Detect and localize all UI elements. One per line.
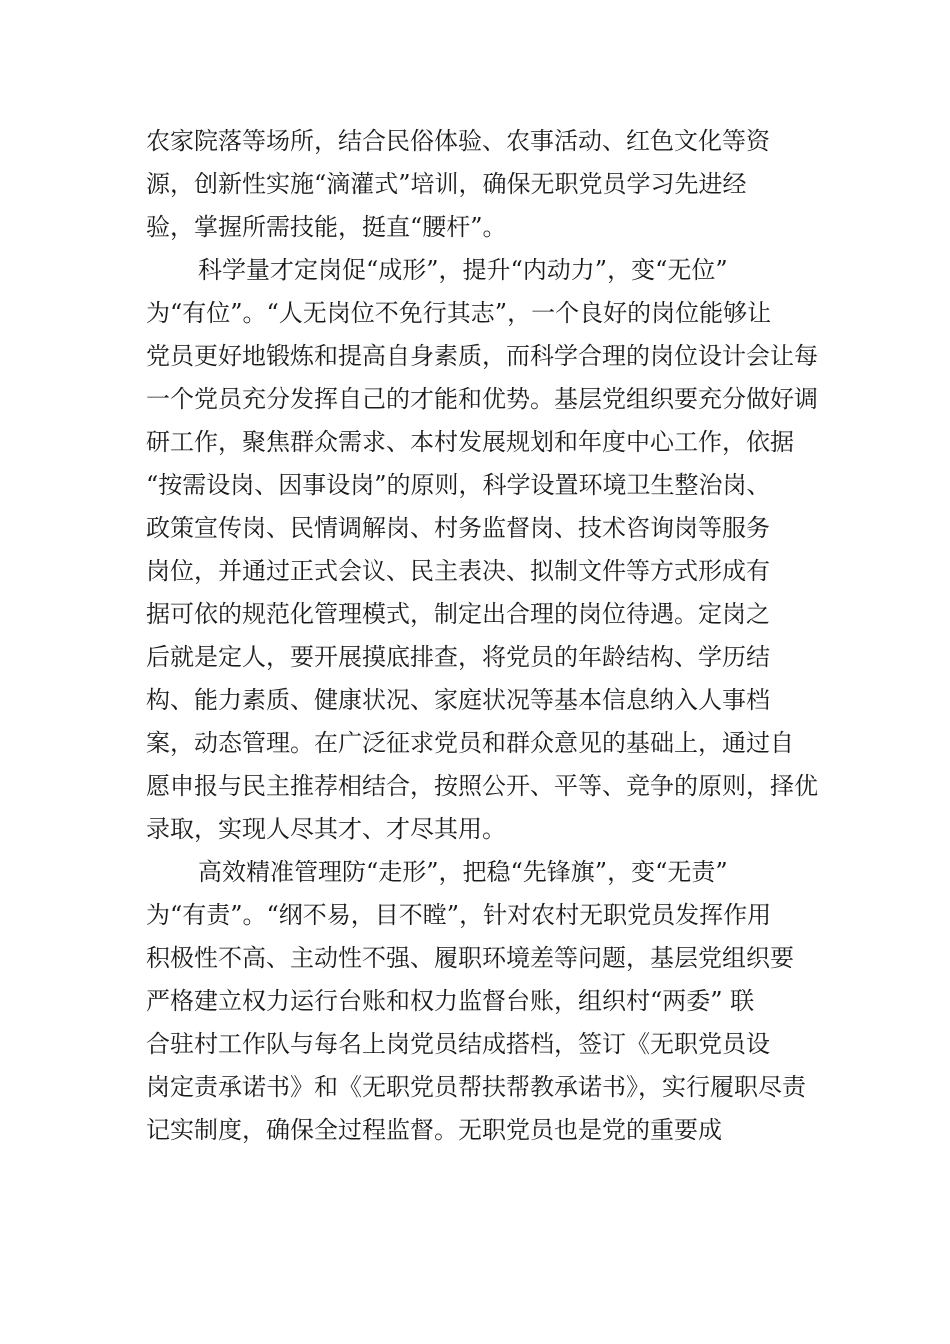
paragraph-first-line: 高效精准管理防“走形”，把稳“先锋旗”，变“无责” — [198, 858, 728, 886]
text-line: 研工作，聚焦群众需求、本村发展规划和年度中心工作，依据 — [146, 428, 794, 456]
body-text — [146, 120, 818, 1152]
text-line: 后就是定人，要开展摸底排查，将党员的年龄结构、学历结 — [146, 643, 770, 671]
text-line: 合驻村工作队与每名上岗党员结成搭档，签订《无职党员设 — [146, 1030, 770, 1058]
text-line: 记实制度，确保全过程监督。无职党员也是党的重要成 — [146, 1116, 722, 1144]
text-line: 积极性不高、主动性不强、履职环境差等问题，基层党组织要 — [146, 944, 794, 972]
text-line: “按需设岗、因事设岗”的原则，科学设置环境卫生整治岗、 — [146, 471, 771, 499]
text-line: 构、能力素质、健康状况、家庭状况等基本信息纳入人事档 — [146, 686, 770, 714]
text-line: 严格建立权力运行台账和权力监督台账，组织村“两委” 联 — [146, 987, 755, 1015]
text-line: 案，动态管理。在广泛征求党员和群众意见的基础上，通过自 — [146, 729, 794, 757]
text-line: 岗定责承诺书》和《无职党员帮扶帮教承诺书》，实行履职尽责 — [146, 1073, 806, 1101]
paragraph-first-line: 科学量才定岗促“成形”，提升“内动力”，变“无位” — [198, 256, 728, 284]
text-line: 为“有责”。“纲不易，目不瞠”，针对农村无职党员发挥作用 — [146, 901, 772, 929]
text-line: 党员更好地锻炼和提高自身素质，而科学合理的岗位设计会让每 — [146, 342, 818, 370]
text-line: 录取，实现人尽其才、才尽其用。 — [146, 815, 506, 843]
text-line: 据可依的规范化管理模式，制定出合理的岗位待遇。定岗之 — [146, 600, 770, 628]
text-line: 一个党员充分发挥自己的才能和优势。基层党组织要充分做好调 — [146, 385, 818, 413]
text-line: 验，掌握所需技能，挺直“腰杆”。 — [146, 213, 507, 241]
text-line: 为“有位”。“人无岗位不免行其志”，一个良好的岗位能够让 — [146, 299, 772, 327]
text-line: 农家院落等场所，结合民俗体验、农事活动、红色文化等资 — [146, 127, 770, 155]
text-line: 源，创新性实施“滴灌式”培训，确保无职党员学习先进经 — [146, 170, 747, 198]
text-line: 愿申报与民主推荐相结合，按照公开、平等、竞争的原则，择优 — [146, 772, 818, 800]
text-line: 政策宣传岗、民情调解岗、村务监督岗、技术咨询岗等服务 — [146, 514, 770, 542]
text-line: 岗位，并通过正式会议、民主表决、拟制文件等方式形成有 — [146, 557, 770, 585]
